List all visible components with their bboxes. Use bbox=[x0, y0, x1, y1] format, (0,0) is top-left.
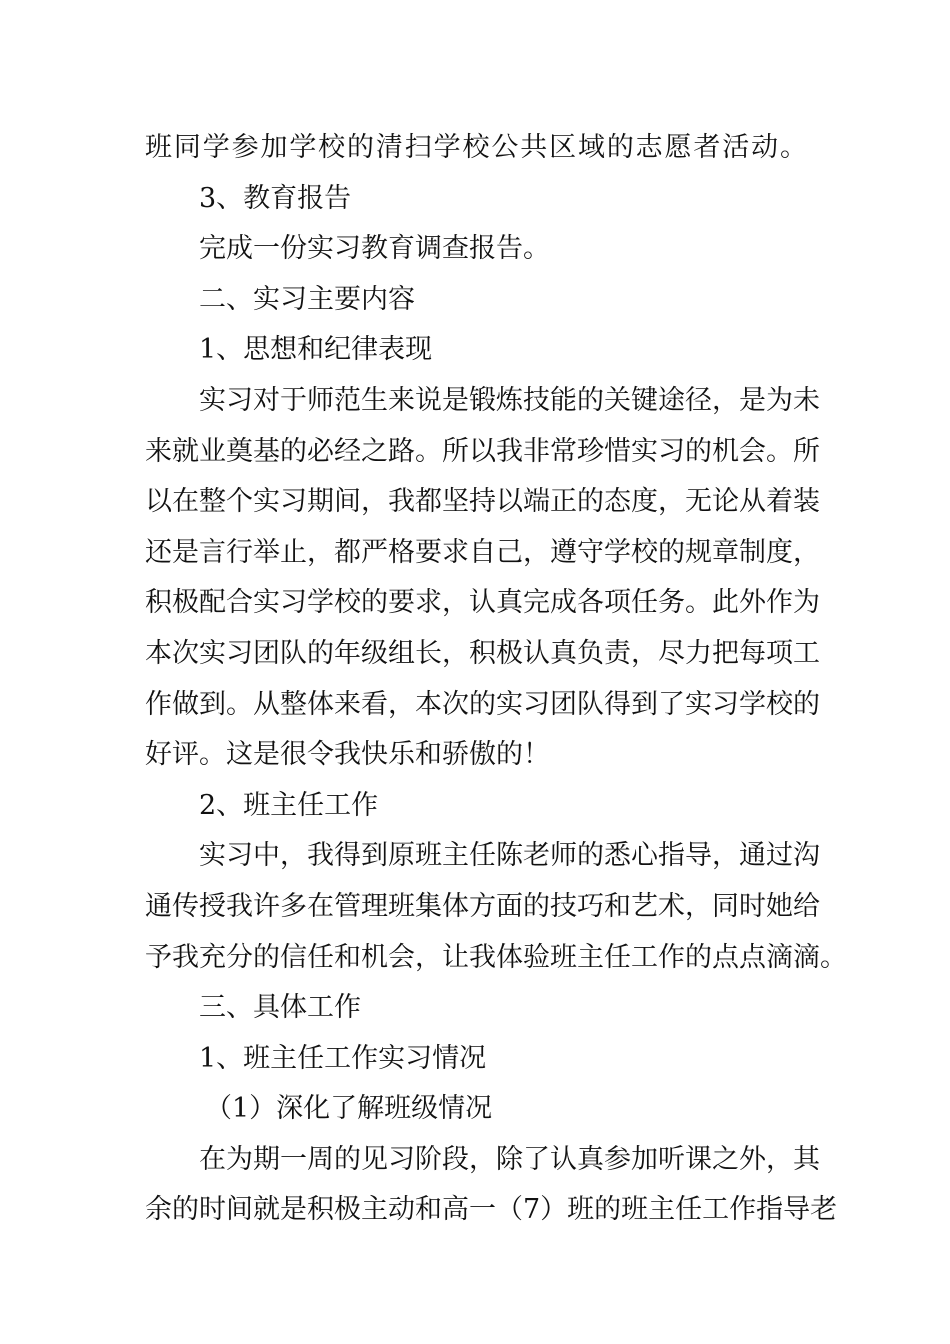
section-heading-education-report: 3、教育报告 bbox=[199, 182, 352, 214]
paragraph-line: 通传授我许多在管理班集体方面的技巧和艺术，同时她给 bbox=[145, 890, 820, 922]
subsection-heading-discipline: 1、思想和纪律表现 bbox=[199, 334, 433, 366]
paragraph-line: 在为期一周的见习阶段，除了认真参加听课之外，其 bbox=[199, 1143, 820, 1175]
paragraph-line: 余的时间就是积极主动和高一（7）班的班主任工作指导老 bbox=[145, 1194, 838, 1226]
paragraph-line: 好评。这是很令我快乐和骄傲的！ bbox=[145, 739, 550, 771]
subsection-heading-class-teacher: 2、班主任工作 bbox=[199, 789, 379, 821]
paragraph-line: 还是言行举止，都严格要求自己，遵守学校的规章制度， bbox=[145, 536, 820, 568]
paragraph-line: 实习中，我得到原班主任陈老师的悉心指导，通过沟 bbox=[199, 840, 820, 872]
paragraph-line: 实习对于师范生来说是锻炼技能的关键途径，是为未 bbox=[199, 384, 820, 416]
section-heading-main-content: 二、实习主要内容 bbox=[199, 283, 415, 315]
paragraph-line: 完成一份实习教育调查报告。 bbox=[199, 233, 550, 265]
paragraph-line: 本次实习团队的年级组长，积极认真负责，尽力把每项工 bbox=[145, 637, 820, 669]
subsection-heading-class-situation: （1）深化了解班级情况 bbox=[205, 1093, 493, 1125]
paragraph-line: 以在整个实习期间，我都坚持以端正的态度，无论从着装 bbox=[145, 486, 820, 518]
paragraph-line: 班同学参加学校的清扫学校公共区域的志愿者活动。 bbox=[145, 132, 807, 163]
subsection-heading-internship: 1、班主任工作实习情况 bbox=[199, 1042, 487, 1074]
section-heading-specific-work: 三、具体工作 bbox=[199, 992, 361, 1024]
paragraph-line: 来就业奠基的必经之路。所以我非常珍惜实习的机会。所 bbox=[145, 435, 820, 467]
paragraph-line: 予我充分的信任和机会，让我体验班主任工作的点点滴滴。 bbox=[145, 941, 847, 973]
paragraph-line: 积极配合实习学校的要求，认真完成各项任务。此外作为 bbox=[145, 587, 820, 619]
document-body bbox=[145, 123, 847, 1236]
paragraph-line: 作做到。从整体来看，本次的实习团队得到了实习学校的 bbox=[145, 688, 820, 720]
